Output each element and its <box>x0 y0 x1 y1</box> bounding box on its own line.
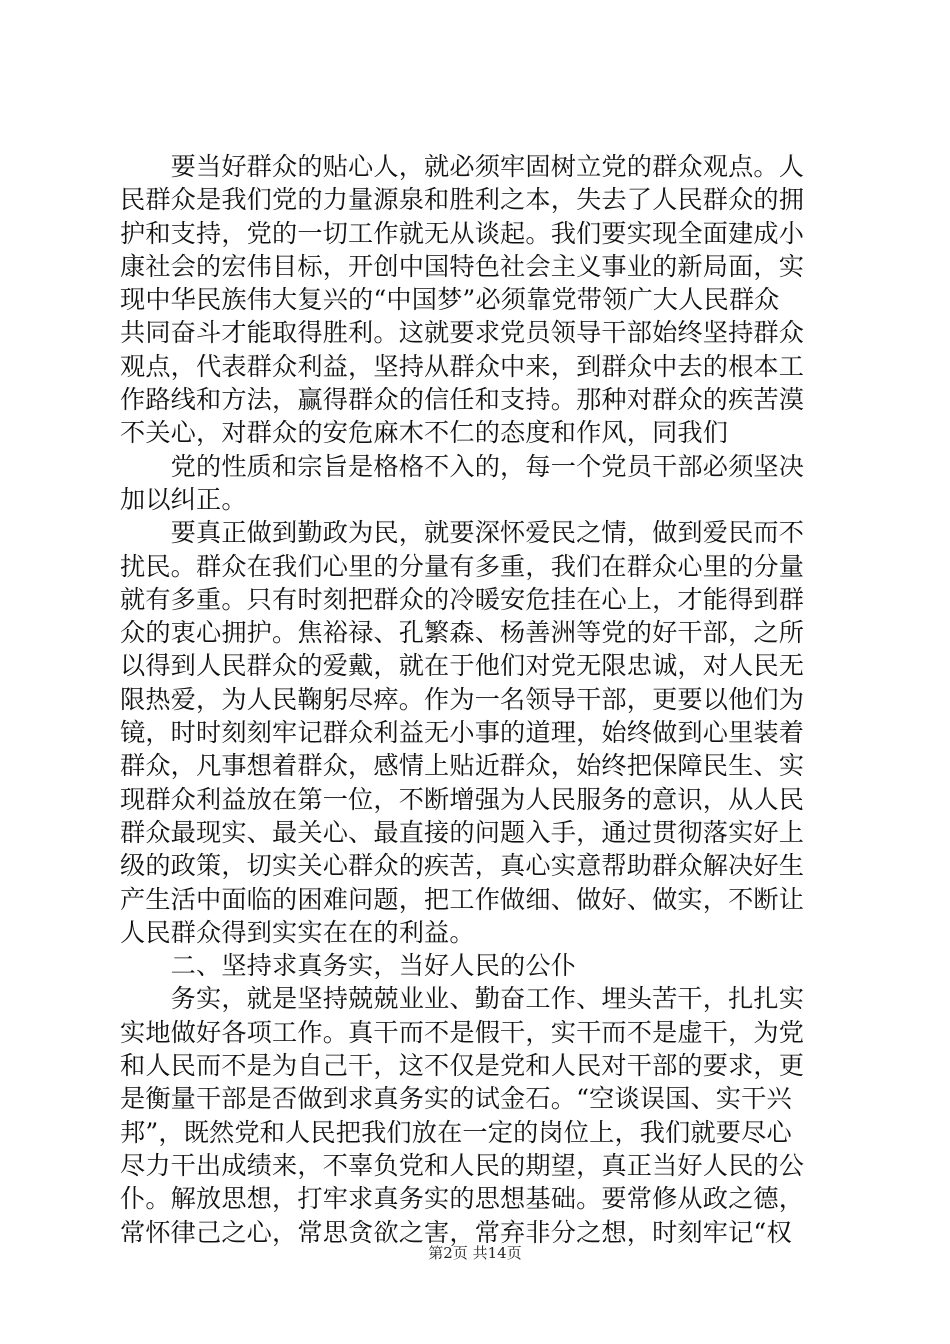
text-line: 党的性质和宗旨是格格不入的，每一个党员干部必须坚决 <box>120 451 805 481</box>
page-footer: 第2页 共14页 <box>428 1244 522 1262</box>
text-line: 要真正做到勤政为民，就要深怀爱民之情，做到爱民而不 <box>120 518 805 548</box>
body-text <box>120 150 838 1249</box>
text-line: 不关心，对群众的安危麻木不仁的态度和作风，同我们 <box>120 418 729 448</box>
text-line: 众的衷心拥护。焦裕禄、孔繁森、杨善洲等党的好干部，之所 <box>120 618 805 648</box>
text-line: 是衡量干部是否做到求真务实的试金石。“空谈误国、实干兴 <box>120 1084 792 1114</box>
text-line: 务实，就是坚持兢兢业业、勤奋工作、埋头苦干，扎扎实 <box>120 984 805 1014</box>
text-line: 作路线和方法，赢得群众的信任和支持。那种对群众的疾苦漠 <box>120 385 805 415</box>
text-line: 尽力干出成绩来，不辜负党和人民的期望，真正当好人民的公 <box>120 1150 805 1180</box>
text-line: 现群众利益放在第一位，不断增强为人民服务的意识，从人民 <box>120 784 805 814</box>
section-heading: 二、坚持求真务实，当好人民的公仆 <box>120 951 577 981</box>
text-line: 民群众是我们党的力量源泉和胜利之本，失去了人民群众的拥 <box>120 185 805 215</box>
text-line: 产生活中面临的困难问题，把工作做细、做好、做实，不断让 <box>120 884 805 914</box>
text-line: 邦”，既然党和人民把我们放在一定的岗位上，我们就要尽心 <box>120 1117 792 1147</box>
text-line: 仆。解放思想，打牢求真务实的思想基础。要常修从政之德， <box>120 1184 805 1214</box>
text-line: 群众最现实、最关心、最直接的问题入手，通过贯彻落实好上 <box>120 817 805 847</box>
text-line: 实地做好各项工作。真干而不是假干，实干而不是虚干，为党 <box>120 1017 805 1047</box>
text-line: 人民群众得到实实在在的利益。 <box>120 917 475 947</box>
text-line: 共同奋斗才能取得胜利。这就要求党员领导干部始终坚持群众 <box>120 318 805 348</box>
text-line: 和人民而不是为自己干，这不仅是党和人民对干部的要求，更 <box>120 1051 805 1081</box>
text-line: 群众，凡事想着群众，感情上贴近群众，始终把保障民生、实 <box>120 751 805 781</box>
text-line: 限热爱，为人民鞠躬尽瘁。作为一名领导干部，更要以他们为 <box>120 684 805 714</box>
text-line: 现中华民族伟大复兴的“中国梦”必须靠党带领广大人民群众 <box>120 285 780 315</box>
text-line: 观点，代表群众利益，坚持从群众中来，到群众中去的根本工 <box>120 351 805 381</box>
text-line: 加以纠正。 <box>120 484 247 514</box>
text-line: 康社会的宏伟目标，开创中国特色社会主义事业的新局面，实 <box>120 251 805 281</box>
text-line: 扰民。群众在我们心里的分量有多重，我们在群众心里的分量 <box>120 551 805 581</box>
text-line: 要当好群众的贴心人，就必须牢固树立党的群众观点。人 <box>120 152 805 181</box>
text-line: 就有多重。只有时刻把群众的冷暖安危挂在心上，才能得到群 <box>120 584 805 614</box>
text-line: 级的政策，切实关心群众的疾苦，真心实意帮助群众解决好生 <box>120 851 805 881</box>
text-line: 镜，时时刻刻牢记群众利益无小事的道理，始终做到心里装着 <box>120 718 805 748</box>
text-line: 常怀律己之心，常思贪欲之害，常弃非分之想，时刻牢记“权 <box>120 1217 792 1247</box>
text-line: 护和支持，党的一切工作就无从谈起。我们要实现全面建成小 <box>120 218 805 248</box>
text-line: 以得到人民群众的爱戴，就在于他们对党无限忠诚，对人民无 <box>120 651 805 681</box>
